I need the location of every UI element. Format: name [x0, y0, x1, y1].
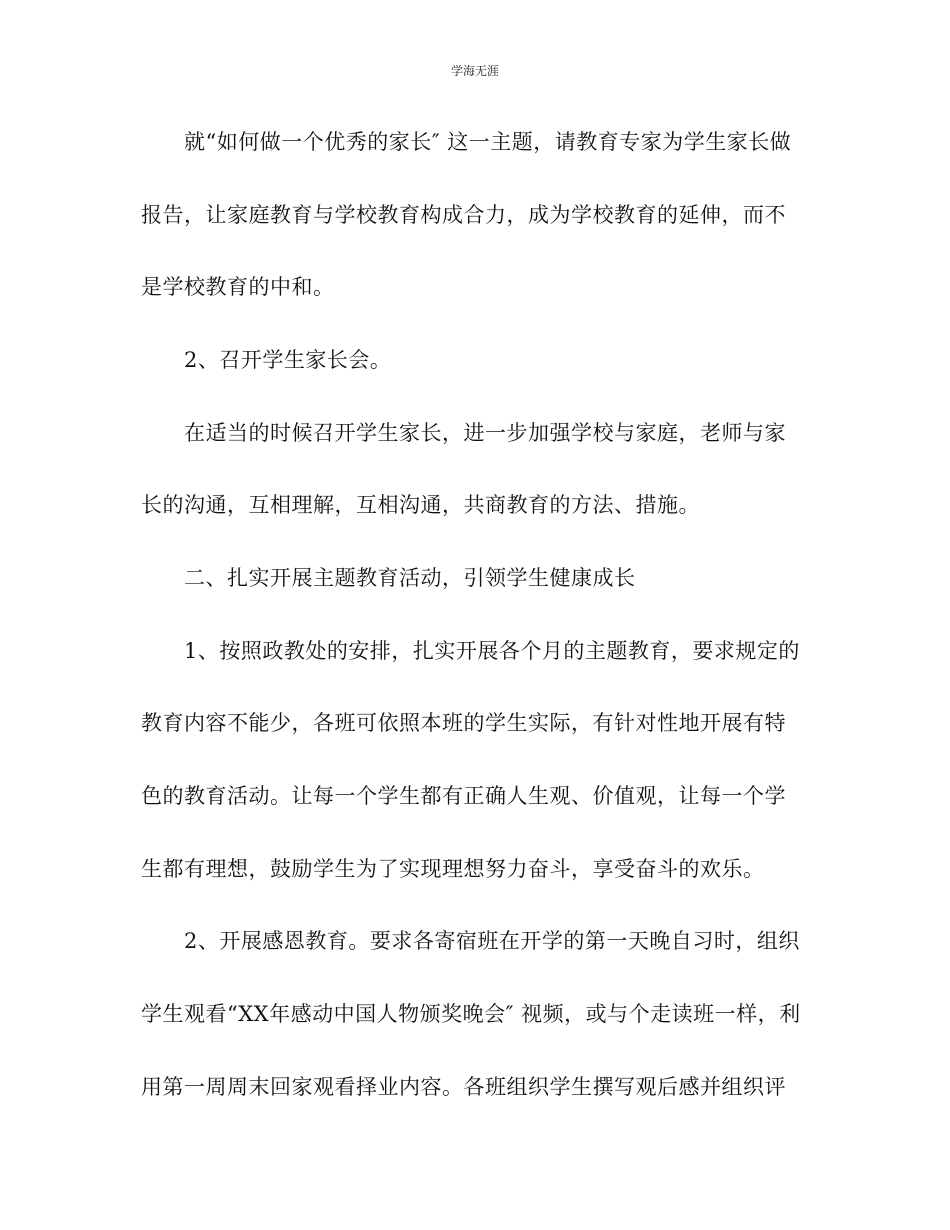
text-line: 教育内容不能少，各班可依照本班的学生实际，有针对性地开展有特 — [141, 711, 786, 735]
text-line: 用第一周周末回家观看择业内容。各班组织学生撰写观后感并组织评 — [141, 1075, 786, 1099]
text-line: 长的沟通，互相理解，互相沟通，共商教育的方法、措施。 — [141, 493, 700, 517]
text-line: 报告，让家庭教育与学校教育构成合力，成为学校教育的延伸，而不 — [141, 203, 786, 227]
page-header: 学海无涯 — [450, 64, 499, 78]
text-line: 学生观看“XX年感动中国人物颁奖晚会″ 视频，或与个走读班一样，利 — [141, 1002, 801, 1026]
text-line: 生都有理想，鼓励学生为了实现理想努力奋斗，享受奋斗的欢乐。 — [141, 857, 765, 881]
text-line: 1、按照政教处的安排，扎实开展各个月的主题教育，要求规定的 — [184, 639, 800, 663]
text-line: 就“如何做一个优秀的家长″ 这一主题，请教育专家为学生家长做 — [184, 130, 792, 154]
text-line: 是学校教育的中和。 — [141, 275, 335, 299]
text-line: 色的教育活动。让每一个学生都有正确人生观、价值观，让每一个学 — [141, 784, 786, 808]
text-line: 在适当的时候召开学生家长，进一步加强学校与家庭，老师与家 — [184, 421, 786, 445]
text-line: 2、召开学生家长会。 — [184, 348, 392, 372]
text-line: 2、开展感恩教育。要求各寄宿班在开学的第一天晚自习时，组织 — [184, 929, 800, 953]
text-line: 二、扎实开展主题教育活动，引领学生健康成长 — [184, 566, 636, 590]
